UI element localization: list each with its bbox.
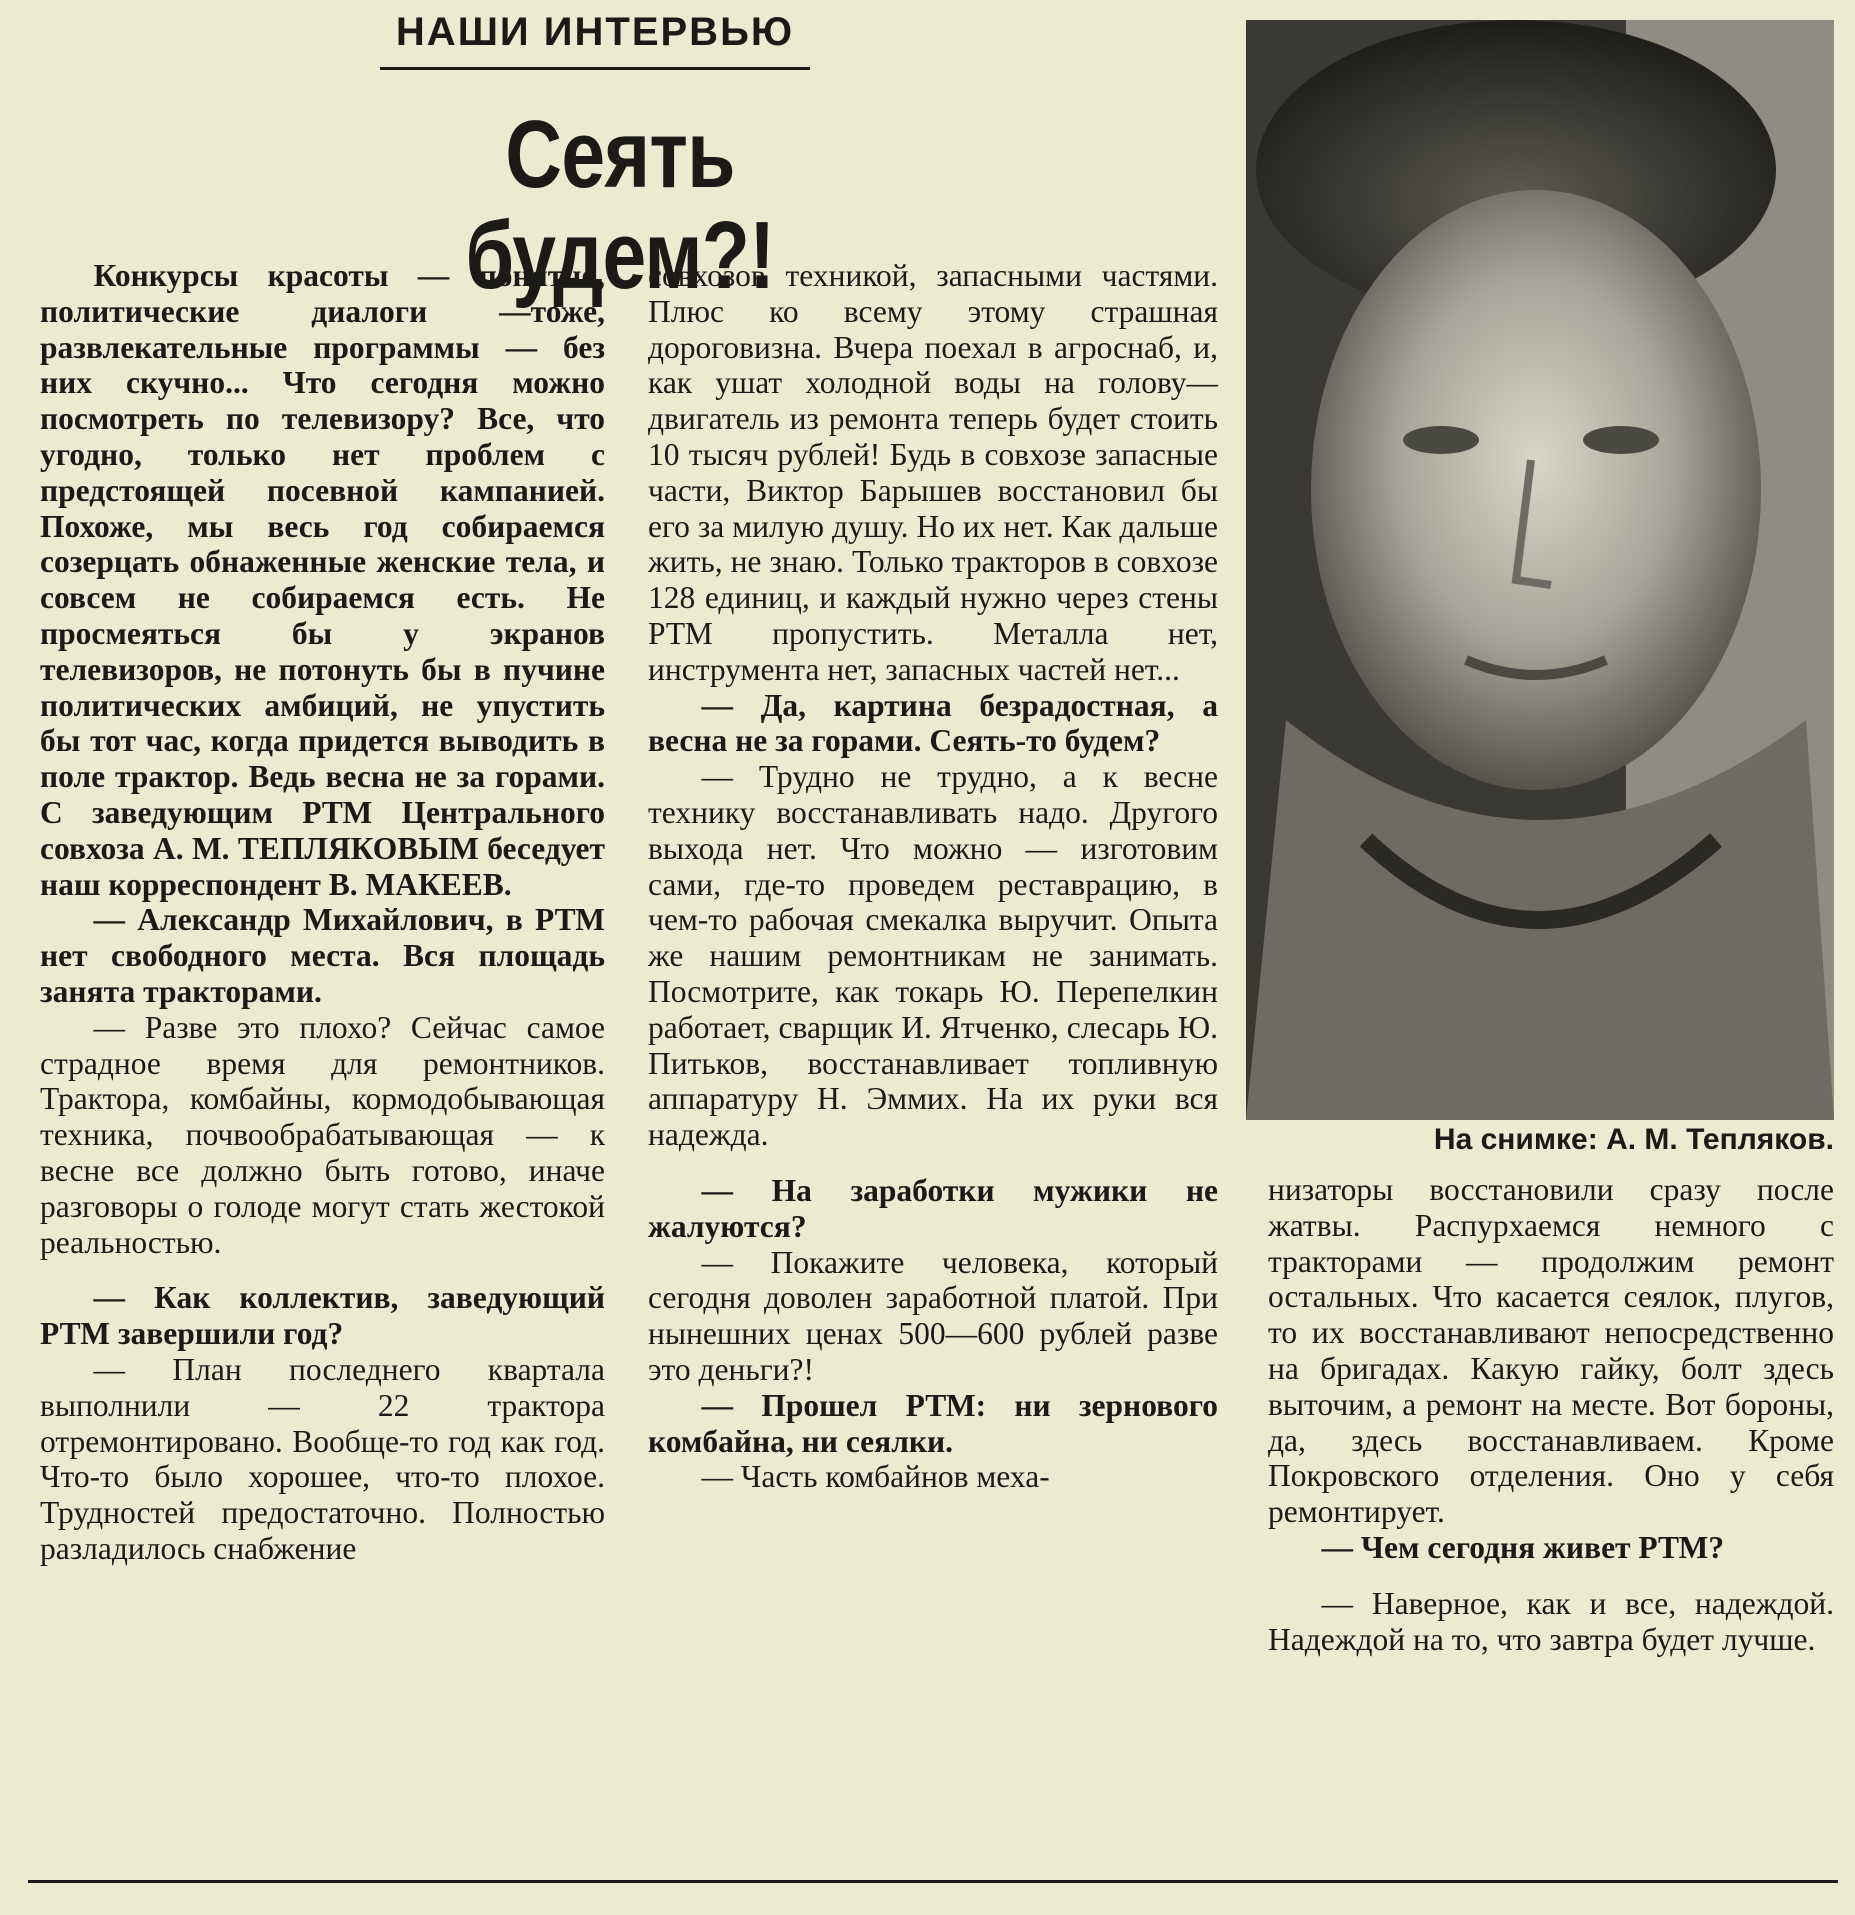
question-paragraph: — Александр Михайлович, в РТМ нет свободного места. Вся площадь занята тракторами. bbox=[40, 902, 605, 1009]
question-paragraph: — На заработки мужики не жалуются? bbox=[648, 1172, 1218, 1244]
bottom-divider bbox=[28, 1880, 1838, 1883]
article-column-2 bbox=[648, 258, 1218, 1495]
portrait-photo bbox=[1246, 20, 1834, 1120]
question-paragraph: — Чем сегодня живет РТМ? bbox=[1321, 1529, 1725, 1565]
section-rubric: НАШИ ИНТЕРВЬЮ bbox=[380, 0, 810, 70]
answer-continuation: совхозов техникой, запасными частями. Плюс ко всему этому страшная дороговизна. Вчера поехал в агроснаб, и, как ушат холодной воды на голову—двигатель из ремонта теперь будет стоить 10 тысяч рублей! Будь в совхозе запасные части, Виктор Барышев восстановил бы его за милую душу. Но их нет. Как дальше жить, не знаю. Только тракторов в совхозе 128 единиц, и каждый нужно через стены РТМ пропустить. Металла нет, инструмента нет, запасных частей нет... bbox=[648, 258, 1218, 687]
answer-paragraph: — Покажите человека, который сегодня доволен заработной платой. При нынешних ценах 500—600 рублей разве это деньги?! bbox=[648, 1244, 1218, 1387]
article-headline: Сеять будем?! bbox=[465, 101, 775, 309]
question-paragraph: — Да, картина безрадостная, а весна не за горами. Сеять-то будем? bbox=[648, 687, 1218, 759]
answer-paragraph: — План последнего квартала выполнили — 22 трактора отремонтировано. Вообще-то год как год. Что-то было хорошее, что-то плохое. Трудностей предостаточно. Полностью разладилось снабжение bbox=[40, 1351, 605, 1566]
answer-paragraph: — Наверное, как и все, надеждой. Надеждой на то, что завтра будет лучше. bbox=[1268, 1585, 1834, 1657]
photo-caption: На снимке: А. М. Тепляков. bbox=[1433, 1123, 1834, 1156]
answer-paragraph: — Трудно не трудно, а к весне технику восстанавливать надо. Другого выхода нет. Что можно — изготовим сами, где-то проведем реставрацию, в чем-то рабочая смекалка выручит. Опыта же нашим ремонтникам не занимать. Посмотрите, как токарь Ю. Перепелкин работает, сварщик И. Ятченко, слесарь Ю. Питьков, восстанавливает топливную аппаратуру Н. Эммих. На их руки вся надежда. bbox=[648, 759, 1218, 1153]
answer-paragraph: — Разве это плохо? Сейчас самое страдное время для ремонтников. Трактора, комбайны, кормодобывающая техника, почвообрабатывающая — к весне все должно быть готово, иначе разговоры о голоде могут стать жестокой реальностью. bbox=[40, 1009, 605, 1260]
answer-paragraph: — Часть комбайнов меха- bbox=[701, 1459, 1050, 1495]
question-paragraph: — Как коллектив, заведующий РТМ завершили год? bbox=[40, 1280, 605, 1352]
answer-continuation: низаторы восстановили сразу после жатвы. Распурхаемся немного с тракторами — продолжим ремонт остальных. Что касается сеялок, плугов, то их восстанавливают непосредственно на бригадах. Какую гайку, болт здесь выточим, а ремонт на месте. Вот бороны, да, здесь восстанавливаем. Кроме Покровского отделения. Оно у себя ремонтирует. bbox=[1268, 1172, 1834, 1530]
question-paragraph: — Прошел РТМ: ни зернового комбайна, ни сеялки. bbox=[648, 1387, 1218, 1459]
article-column-3 bbox=[1268, 1172, 1834, 1657]
article-lead: Конкурсы красоты — понятно, политические диалоги —тоже, развлекательные программы — без них скучно... Что сегодня можно посмотреть по телевизору? Все, что угодно, только нет проблем с предстоящей посевной кампанией. Похоже, мы весь год собираемся созерцать обнаженные женские тела, и совсем не собираемся есть. Не просмеяться бы у экранов телевизоров, не потонуть бы в пучине политических амбиций, не упустить бы тот час, когда придется выводить в поле трактор. Ведь весна не за горами. С заведующим РТМ Центрального совхоза А. М. ТЕПЛЯКОВЫМ беседует наш корреспондент В. МАКЕЕВ. bbox=[40, 258, 605, 902]
portrait-image bbox=[1246, 20, 1834, 1120]
article-column-1 bbox=[40, 258, 605, 1567]
